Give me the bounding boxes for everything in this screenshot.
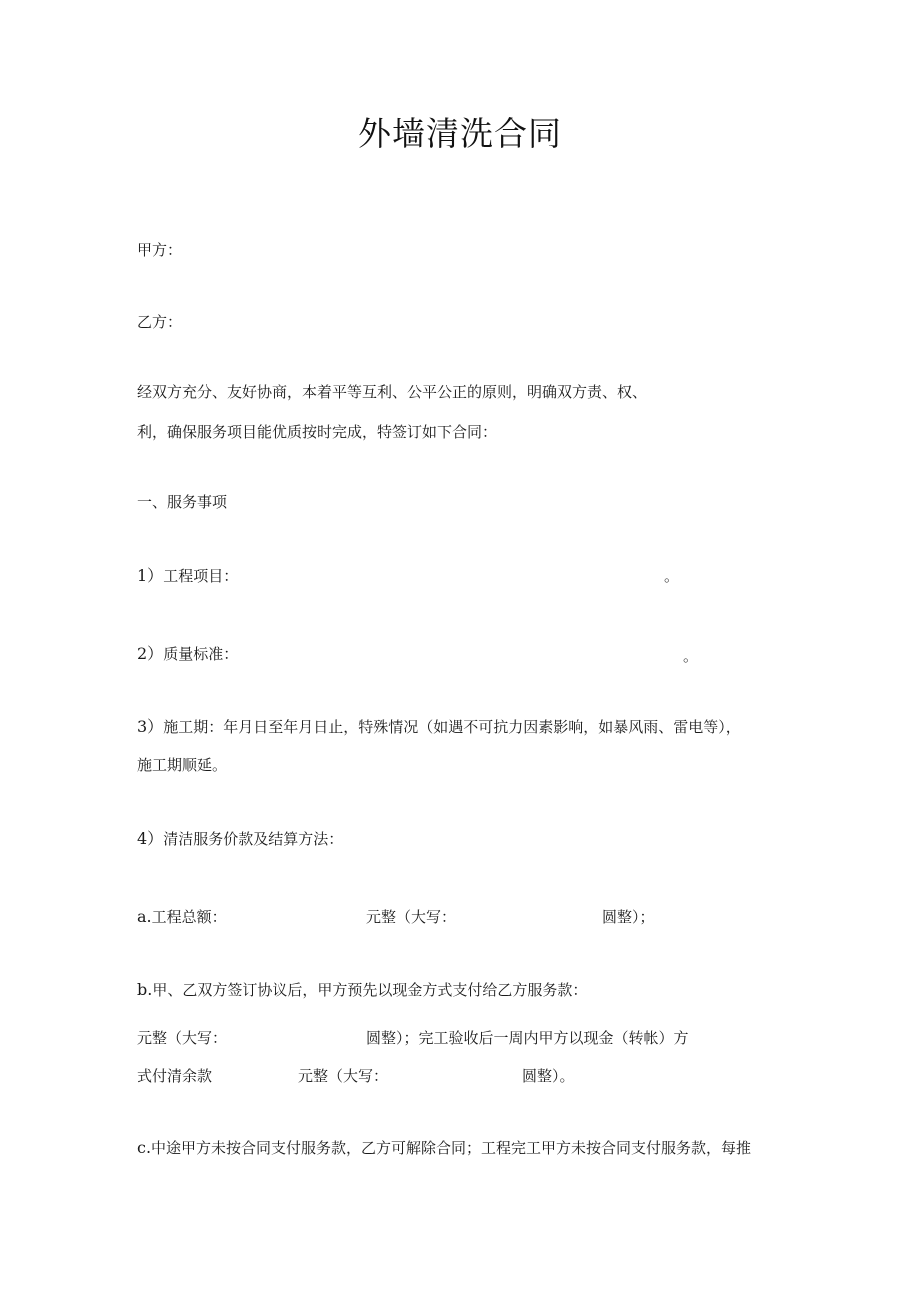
- intro-line-2: 利，确保服务项目能优质按时完成，特签订如下合同：: [137, 423, 498, 441]
- item-b-line-3-mid: 元整（大写：: [298, 1067, 389, 1085]
- item-3-number: 3）: [137, 717, 164, 736]
- item-3-line-2: 施工期顺延。: [137, 756, 228, 774]
- item-2-label: 质量标准：: [163, 645, 239, 663]
- item-3-text: 施工期：年月日至年月日止，特殊情况（如遇不可抗力因素影响，如暴风雨、雷电等），: [163, 718, 741, 736]
- item-a: [137, 907, 227, 927]
- item-1: [137, 566, 238, 586]
- section-1-heading: 一、服务事项: [137, 493, 228, 511]
- item-2-end: 。: [683, 647, 699, 665]
- item-a-letter: a.: [137, 907, 152, 926]
- item-b-line-1: [137, 980, 587, 1000]
- intro-line-1: 经双方充分、友好协商，本着平等互利、公平公正的原则，明确双方责、权、: [137, 383, 648, 401]
- item-b-line-2-start: 元整（大写：: [137, 1029, 228, 1047]
- party-a-label: 甲方：: [137, 241, 183, 259]
- item-a-mid: 元整（大写：: [366, 908, 457, 926]
- item-4: [137, 829, 343, 849]
- item-c-line-1: [137, 1138, 751, 1158]
- item-c-letter: c.: [137, 1138, 152, 1157]
- item-4-label: 清洁服务价款及结算方法：: [163, 830, 344, 848]
- party-b-label: 乙方：: [137, 313, 183, 331]
- item-b-line-2-end: 圆整）；完工验收后一周内甲方以现金（转帐）方: [366, 1029, 689, 1047]
- document-title: 外墙清洗合同: [358, 114, 562, 153]
- item-a-end: 圆整）；: [602, 908, 655, 926]
- item-1-number: 1）: [137, 566, 164, 585]
- item-2-number: 2）: [137, 644, 164, 663]
- item-b-line-3-end: 圆整）。: [522, 1067, 575, 1085]
- item-1-end: 。: [664, 567, 680, 585]
- item-3-line-1: [137, 717, 741, 737]
- item-a-label: 工程总额：: [151, 908, 227, 926]
- item-4-number: 4）: [137, 829, 164, 848]
- item-2: [137, 644, 238, 664]
- item-1-label: 工程项目：: [163, 567, 239, 585]
- item-b-text: 甲、乙双方签订协议后，甲方预先以现金方式支付给乙方服务款：: [152, 981, 588, 999]
- item-b-line-3-start: 式付清余款: [137, 1067, 213, 1085]
- item-b-letter: b.: [137, 980, 153, 999]
- item-c-text: 中途甲方未按合同支付服务款，乙方可解除合同；工程完工甲方未按合同支付服务款，每推: [151, 1139, 752, 1157]
